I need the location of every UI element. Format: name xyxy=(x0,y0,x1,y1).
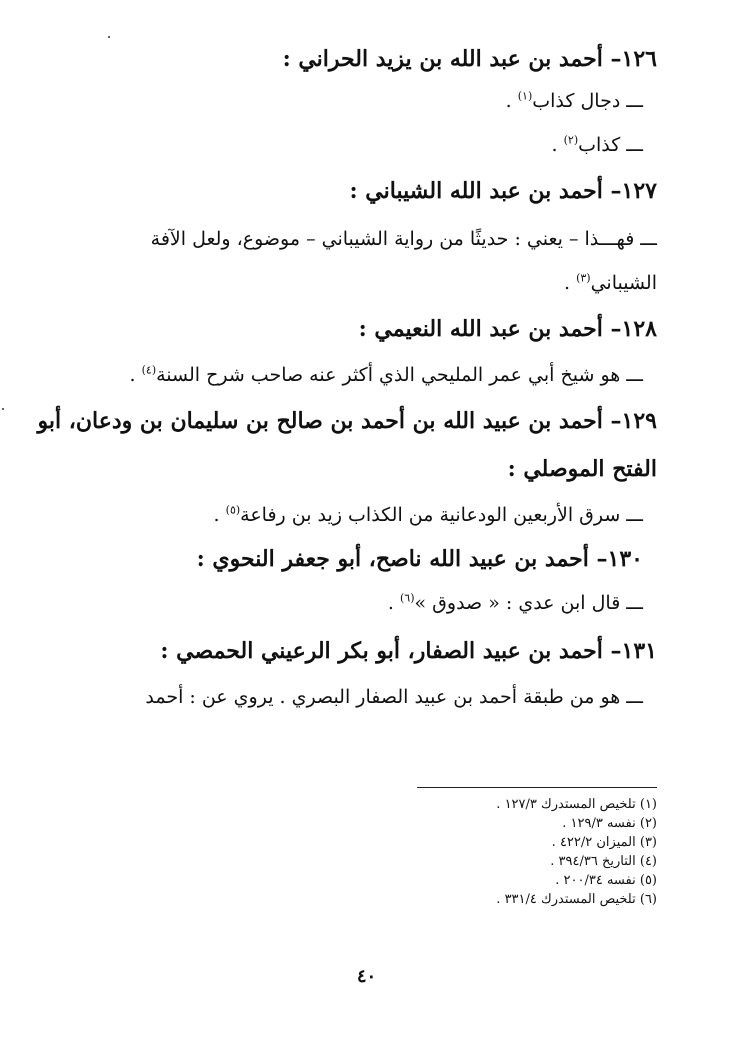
entry-heading-129-cont: الفتح الموصلي : xyxy=(507,456,657,482)
dash-marker: ـــ xyxy=(626,134,643,156)
dash-marker: ـــ xyxy=(626,592,643,614)
footnote-item: (٤) التاريخ ٣٩٤/٣٦ . xyxy=(550,854,657,869)
entry-line xyxy=(60,688,643,707)
entry-heading-130: ١٣٠– أحمد بن عبيد الله ناصح، أبو جعفر النحوي : xyxy=(196,546,643,572)
entry-line-text: دجال كذاب xyxy=(532,90,621,112)
dash-marker: ـــ xyxy=(626,364,643,386)
entry-line-text: قال ابن عدي : « صدوق » xyxy=(414,592,621,614)
entry-heading-128: ١٢٨– أحمد بن عبد الله النعيمي : xyxy=(358,316,657,342)
entry-line xyxy=(60,503,643,526)
entry-heading-127: ١٢٧– أحمد بن عبد الله الشيباني : xyxy=(349,178,657,204)
footnotes xyxy=(337,795,657,909)
entry-heading-129: ١٢٩– أحمد بن عبيد الله بن أحمد بن صالح بن سليمان بن ودعان، أبو xyxy=(37,408,657,434)
entry-line xyxy=(60,89,643,112)
entry-line-tail: . xyxy=(213,504,226,526)
footnote-ref[interactable]: (٢) xyxy=(563,133,579,147)
footnote-ref[interactable]: (٥) xyxy=(225,503,241,517)
entry-line-text: هو شيخ أبي عمر المليحي الذي أكثر عنه صاحب شرح السنة xyxy=(156,364,621,386)
footnote-item: (٢) نفسه ١٢٩/٣ . xyxy=(562,816,657,831)
entry-line-tail: . xyxy=(505,90,518,112)
entry-line-tail: . xyxy=(563,272,577,294)
scan-speck xyxy=(108,36,110,38)
dash-marker: ـــ xyxy=(626,504,643,526)
footnote-ref[interactable]: (٦) xyxy=(399,591,415,605)
entry-line-text: فهـــذا – يعني : حديثًا من رواية الشيباني – موضوع، ولعل الآفة xyxy=(150,228,635,250)
entry-line-text: الشيباني xyxy=(590,272,657,294)
footnote-item: (٦) تلخيص المستدرك ٣٣١/٤ . xyxy=(496,892,657,907)
footnote-item: (١) تلخيص المستدرك ١٢٧/٣ . xyxy=(496,797,657,812)
entry-line-text: كذاب xyxy=(578,134,621,156)
entry-heading-131: ١٣١– أحمد بن عبيد الصفار، أبو بكر الرعيني الحمصي : xyxy=(160,638,657,664)
scan-speck xyxy=(2,408,4,410)
footnote-ref[interactable]: (٤) xyxy=(141,363,157,377)
entry-line xyxy=(60,230,657,249)
entry-line xyxy=(60,271,657,294)
footnote-ref[interactable]: (٣) xyxy=(576,271,591,285)
entry-line-text: سرق الأربعين الودعانية من الكذاب زيد بن رفاعة xyxy=(240,504,621,526)
footnote-item: (٥) نفسه ٢٠٠/٣٤ . xyxy=(555,873,657,888)
entry-line-tail: . xyxy=(551,134,564,156)
entry-line-text: هو من طبقة أحمد بن عبيد الصفار البصري . يروي عن : أحمد xyxy=(145,686,621,708)
footnote-ref[interactable]: (١) xyxy=(517,89,533,103)
entry-line xyxy=(60,133,643,156)
footnote-divider xyxy=(417,787,657,788)
footnote-item: (٣) الميزان ٤٢٢/٢ . xyxy=(551,835,657,850)
page-number: ٤٠ xyxy=(356,966,377,987)
dash-marker: ـــ xyxy=(626,686,643,708)
entry-line-tail: . xyxy=(129,364,142,386)
entry-line xyxy=(60,591,643,614)
entry-line xyxy=(60,363,643,386)
dash-marker: ـــ xyxy=(640,228,657,250)
dash-marker: ـــ xyxy=(626,90,643,112)
entry-heading-126: ١٢٦– أحمد بن عبد الله بن يزيد الحراني : xyxy=(282,46,657,72)
entry-line-tail: . xyxy=(387,592,400,614)
